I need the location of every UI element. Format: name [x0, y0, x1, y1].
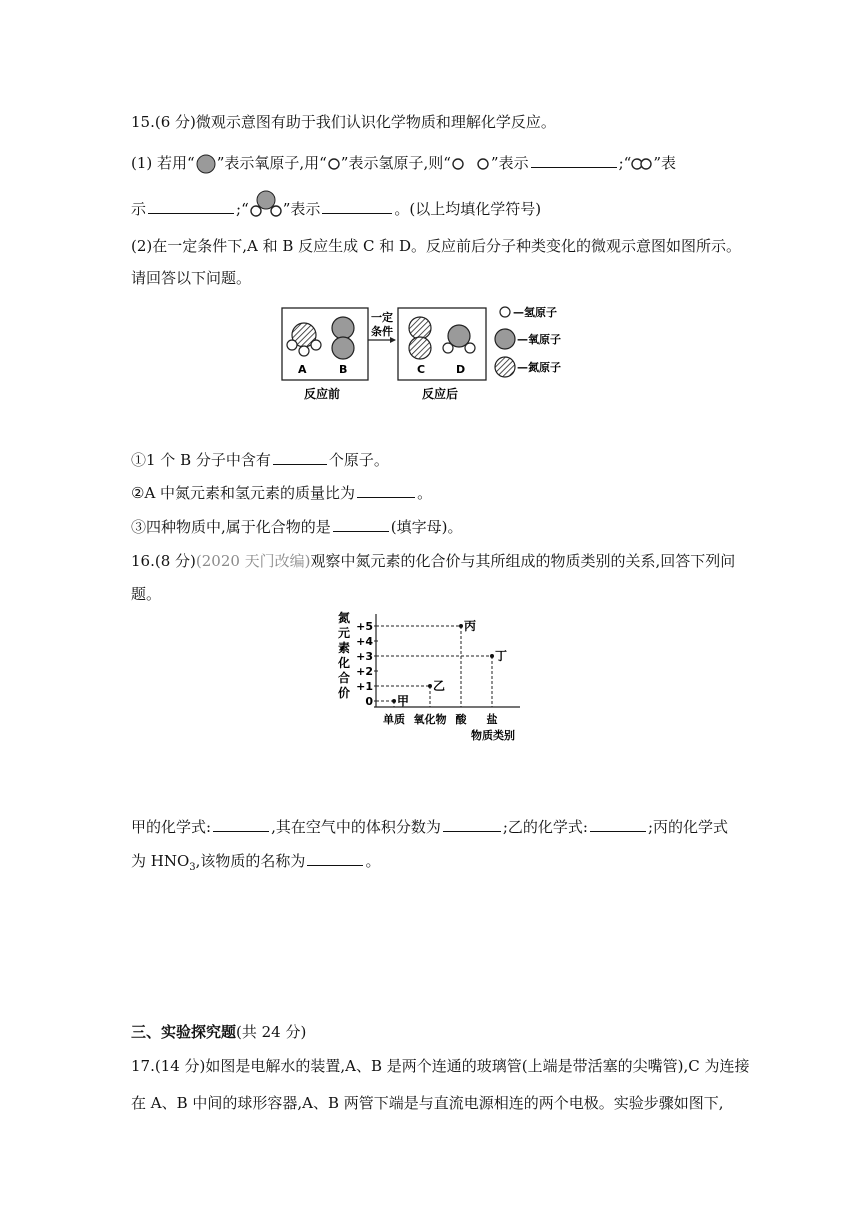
- condition-line1: 一定: [371, 311, 393, 324]
- valence-chart: [332, 610, 532, 750]
- x-axis-label: 物质类别: [471, 729, 515, 742]
- q15-heading: 15.(6 分)微观示意图有助于我们认识化学物质和理解化学反应。: [131, 113, 556, 131]
- before-label: 反应前: [304, 387, 341, 401]
- q16-heading-cont: 题。: [131, 585, 162, 603]
- y-ticks: [356, 620, 378, 708]
- answer-blank[interactable]: [148, 199, 234, 214]
- data-point: [428, 684, 432, 688]
- legend-text: —氧原子: [517, 333, 561, 346]
- section-points: (共 24 分): [236, 1023, 307, 1041]
- legend-oxygen: [495, 329, 561, 349]
- q15-part1-line1: [131, 153, 676, 175]
- text: ”表示: [282, 200, 321, 218]
- text: ①1 个 B 分子中含有: [131, 451, 271, 469]
- section-title: 三、实验探究题: [131, 1023, 237, 1041]
- answer-blank[interactable]: [213, 817, 269, 832]
- data-label: 乙: [433, 679, 446, 693]
- subscript: 3: [189, 862, 196, 873]
- oxygen-atom-icon: [195, 153, 217, 175]
- data-point: [459, 624, 463, 628]
- answer-blank[interactable]: [333, 517, 389, 532]
- label-D: D: [456, 363, 466, 376]
- text: 为 HNO: [131, 852, 190, 870]
- text: ②A 中氮元素和氢元素的质量比为: [131, 484, 356, 502]
- text: ;“: [618, 154, 632, 172]
- q16-answer-line2: [131, 851, 380, 878]
- text: ,其在空气中的体积分数为: [271, 818, 441, 836]
- data-label: 甲: [397, 694, 410, 708]
- text: (填字母)。: [390, 518, 463, 536]
- label-C: C: [417, 363, 426, 376]
- label-B: B: [339, 363, 348, 376]
- y-tick-label: +5: [356, 620, 373, 633]
- legend-hydrogen: [500, 305, 557, 319]
- molecule-D: [443, 325, 475, 353]
- data-point: [392, 699, 396, 703]
- answer-blank[interactable]: [307, 851, 363, 866]
- y-tick-label: 0: [365, 695, 373, 708]
- text: (1) 若用“: [131, 154, 195, 172]
- q15-sub1: [131, 450, 389, 470]
- text: 。: [365, 852, 381, 870]
- y-axis-label-char: 化: [338, 656, 351, 670]
- hydrogen-molecule-icon: [631, 157, 653, 171]
- x-tick-label: 酸: [455, 713, 467, 726]
- text: 示: [131, 200, 147, 218]
- x-tick-label: 单质: [383, 713, 405, 726]
- text: ”表示氧原子,用“: [216, 154, 327, 172]
- hydrogen-atom-icon: [327, 157, 341, 171]
- two-hydrogen-atoms-icon: [451, 157, 491, 171]
- q16-answer-line1: [131, 817, 728, 837]
- q15-sub3: [131, 517, 463, 537]
- answer-blank[interactable]: [322, 199, 392, 214]
- q15-part2-line1: (2)在一定条件下,A 和 B 反应生成 C 和 D。反应前后分子种类变化的微观示意图如图所示。: [131, 237, 741, 255]
- answer-blank[interactable]: [443, 817, 501, 832]
- answer-blank[interactable]: [273, 450, 327, 465]
- text: ;乙的化学式:: [502, 818, 588, 836]
- answer-blank[interactable]: [531, 153, 617, 168]
- data-points: [392, 618, 507, 708]
- q16-heading: [131, 551, 735, 571]
- text: ,该物质的名称为: [195, 852, 306, 870]
- answer-blank[interactable]: [357, 483, 415, 498]
- y-axis-label-char: 元: [338, 626, 351, 640]
- text: ③四种物质中,属于化合物的是: [131, 518, 331, 536]
- y-tick-label: +2: [356, 665, 373, 678]
- y-axis-label-char: 价: [338, 686, 351, 700]
- text: ;丙的化学式: [647, 818, 729, 836]
- condition-line2: 条件: [371, 325, 393, 338]
- y-tick-label: +1: [356, 680, 373, 693]
- q15-part2-line2: 请回答以下问题。: [131, 269, 252, 287]
- x-tick-label: 氧化物: [413, 713, 447, 726]
- q15-part1-line2: [131, 199, 541, 219]
- text: ;“: [236, 200, 249, 218]
- data-point: [490, 654, 494, 658]
- data-label: 丙: [464, 619, 477, 633]
- y-tick-label: +3: [356, 650, 373, 663]
- after-label: 反应后: [422, 387, 459, 401]
- text: ”表: [653, 154, 676, 172]
- legend-text: —氢原子: [513, 306, 557, 319]
- q15-sub2: [131, 483, 432, 503]
- text: 甲的化学式:: [131, 818, 212, 836]
- label-A: A: [298, 363, 307, 376]
- text: 个原子。: [328, 451, 389, 469]
- section3-title: [131, 1022, 306, 1042]
- guide-lines: [376, 626, 492, 707]
- molecule-C: [409, 317, 431, 359]
- legend-text: —氮原子: [517, 361, 561, 374]
- answer-blank[interactable]: [590, 817, 646, 832]
- text: 观察中氮元素的化合价与其所组成的物质类别的关系,回答下列问: [310, 552, 736, 570]
- text: 。(以上均填化学符号): [394, 200, 542, 218]
- text: ”表示: [490, 154, 529, 172]
- text: 16.(8 分): [131, 552, 196, 570]
- reaction-diagram: [276, 303, 596, 403]
- molecule-B: [332, 317, 354, 359]
- y-tick-label: +4: [356, 635, 373, 648]
- molecule-A: [287, 323, 321, 356]
- y-axis-label-char: 氮: [338, 611, 351, 625]
- y-axis-label-char: 素: [338, 641, 351, 655]
- water-molecule-icon: [249, 189, 283, 219]
- data-label: 丁: [495, 649, 508, 663]
- text: ”表示氢原子,则“: [340, 154, 451, 172]
- q17-line2: 在 A、B 中间的球形容器,A、B 两管下端是与直流电源相连的两个电极。实验步骤如图下,: [131, 1094, 724, 1112]
- q17-line1: 17.(14 分)如图是电解水的装置,A、B 是两个连通的玻璃管(上端是带活塞的尖嘴管),C 为连接: [131, 1057, 750, 1075]
- x-tick-label: 盐: [486, 713, 498, 726]
- y-axis-label-char: 合: [338, 671, 351, 685]
- text: 。: [417, 484, 433, 502]
- legend-nitrogen: [495, 357, 561, 377]
- y-axis-label: [337, 610, 350, 700]
- source-note: (2020 天门改编): [195, 552, 311, 570]
- x-ticks: [383, 712, 498, 726]
